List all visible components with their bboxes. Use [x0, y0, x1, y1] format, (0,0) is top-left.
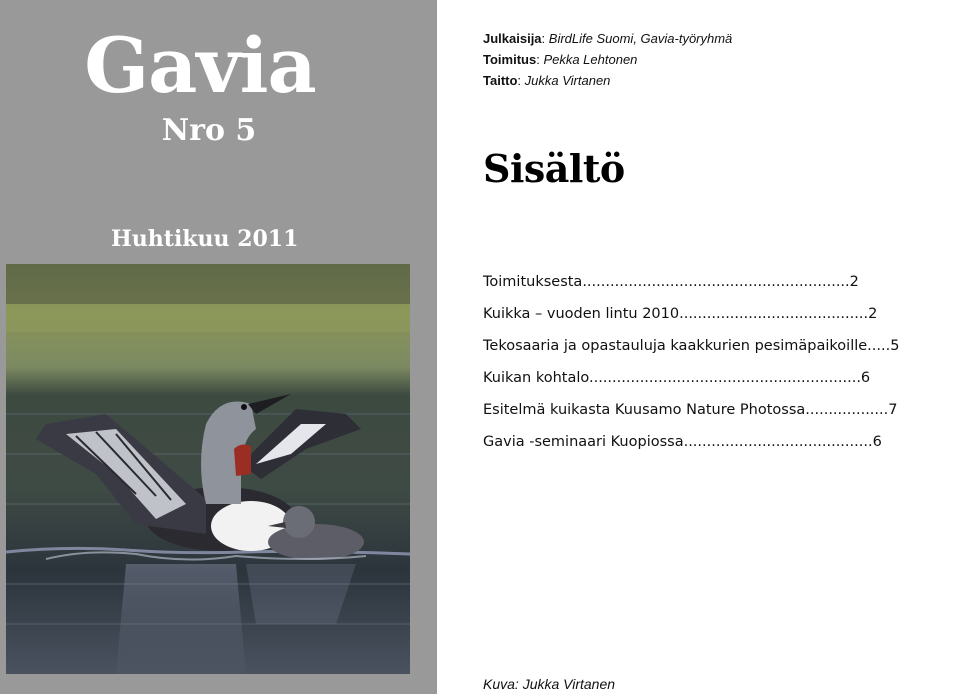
credit-separator: : [517, 73, 525, 88]
toc-item: Toimituksesta..........................................................2 [483, 274, 859, 290]
credit-layout [483, 70, 732, 91]
toc-item: Kuikan kohtalo...........................................................6 [483, 370, 871, 386]
credit-label: Taitto [483, 73, 518, 88]
toc-item: Kuikka – vuoden lintu 2010.........................................2 [483, 306, 878, 322]
credit-value: Jukka Virtanen [524, 73, 611, 88]
credit-value: BirdLife Suomi, Gavia-työryhmä [548, 31, 733, 46]
magazine-title: Gavia [84, 21, 316, 110]
masthead-credits [483, 28, 732, 91]
credit-label: Toimitus [483, 52, 537, 67]
cover-photo [6, 264, 410, 674]
issue-date: Huhtikuu 2011 [111, 226, 299, 252]
toc-heading: Sisältö [483, 146, 625, 191]
credit-separator: : [541, 31, 549, 46]
toc-item: Gavia -seminaari Kuopiossa.........................................6 [483, 434, 882, 450]
credit-editor [483, 49, 732, 70]
credit-publisher [483, 28, 732, 49]
cover-panel [0, 0, 437, 694]
toc-item: Esitelmä kuikasta Kuusamo Nature Photossa..................7 [483, 402, 898, 418]
issue-number: Nro 5 [161, 113, 257, 148]
toc-item: Tekosaaria ja opastauluja kaakkurien pesimäpaikoille.....5 [483, 338, 900, 354]
table-of-contents [483, 271, 943, 463]
photo-credit: Kuva: Jukka Virtanen [483, 676, 616, 692]
credit-value: Pekka Lehtonen [543, 52, 638, 67]
credit-separator: : [536, 52, 544, 67]
credit-label: Julkaisija [483, 31, 542, 46]
